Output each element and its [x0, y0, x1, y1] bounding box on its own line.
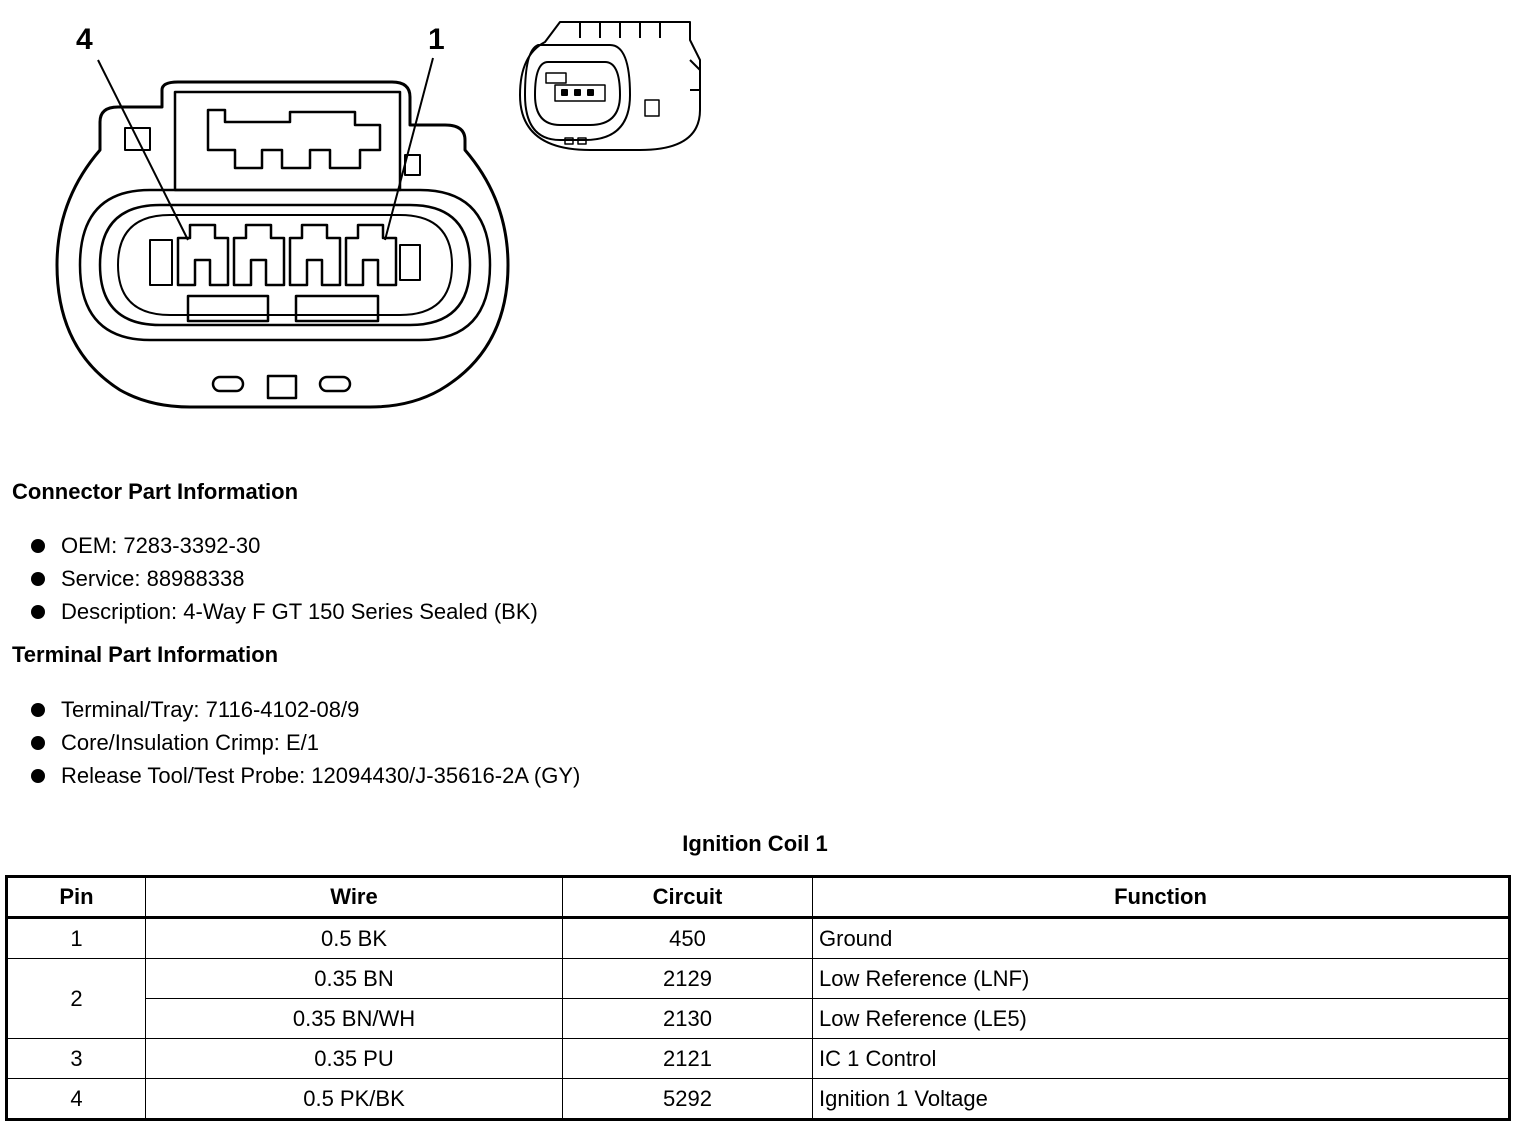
cell-function: Low Reference (LNF): [813, 959, 1510, 999]
cell-pin: 1: [7, 918, 146, 959]
cell-function: IC 1 Control: [813, 1039, 1510, 1079]
connector-part-info-title: Connector Part Information: [12, 479, 299, 504]
table-row: [7, 918, 1510, 959]
bullet-icon: [31, 736, 45, 750]
bullet-icon: [31, 605, 45, 619]
connector-diagram: [0, 0, 760, 440]
table-row: [7, 1039, 1510, 1079]
header-circuit: Circuit: [563, 877, 813, 918]
bullet-icon: [31, 572, 45, 586]
table-row: [7, 1079, 1510, 1120]
terminal-cavity-2: [290, 225, 340, 285]
terminal-part-info-title: Terminal Part Information: [12, 642, 279, 667]
cell-wire: 0.35 PU: [146, 1039, 563, 1079]
cell-circuit: 2130: [563, 999, 813, 1039]
cell-wire: 0.5 PK/BK: [146, 1079, 563, 1120]
table-row: [7, 959, 1510, 999]
pin-label-1: 1: [428, 23, 445, 56]
cell-function: Ground: [813, 918, 1510, 959]
list-item: Terminal/Tray: 7116-4102-08/9: [28, 697, 580, 730]
connector-bottom-slot-left: [213, 377, 243, 391]
header-wire: Wire: [146, 877, 563, 918]
cell-function: Low Reference (LE5): [813, 999, 1510, 1039]
pin-label-4: 4: [76, 23, 93, 56]
table-header-row: [7, 877, 1510, 918]
list-item: Release Tool/Test Probe: 12094430/J-35616-2A (GY): [28, 763, 580, 796]
cell-wire: 0.35 BN/WH: [146, 999, 563, 1039]
connector-3d-illustration: [520, 22, 700, 150]
header-pin: Pin: [7, 877, 146, 918]
connector-bottom-slot-right: [320, 377, 350, 391]
bullet-icon: [31, 769, 45, 783]
connector-bottom-key: [268, 376, 296, 398]
list-item: Core/Insulation Crimp: E/1: [28, 730, 580, 763]
cell-pin: 3: [7, 1039, 146, 1079]
cell-function: Ignition 1 Voltage: [813, 1079, 1510, 1120]
terminal-cavity-3: [234, 225, 284, 285]
cell-wire: 0.35 BN: [146, 959, 563, 999]
cell-pin: 2: [7, 959, 146, 1039]
cell-circuit: 5292: [563, 1079, 813, 1120]
cell-wire: 0.5 BK: [146, 918, 563, 959]
connector-latch: [208, 110, 380, 168]
table-row: [7, 999, 1510, 1039]
cell-circuit: 450: [563, 918, 813, 959]
bullet-icon: [31, 539, 45, 553]
list-item: Description: 4-Way F GT 150 Series Sealed (BK): [28, 599, 538, 632]
terminal-cavity-1: [346, 225, 396, 285]
pin-table-title: Ignition Coil 1: [682, 831, 828, 856]
cell-circuit: 2121: [563, 1039, 813, 1079]
leader-line-pin-1: [385, 58, 433, 240]
header-function: Function: [813, 877, 1510, 918]
list-item: Service: 88988338: [28, 566, 538, 599]
connector-part-info-list: [28, 533, 538, 632]
cell-circuit: 2129: [563, 959, 813, 999]
list-item: OEM: 7283-3392-30: [28, 533, 538, 566]
terminal-part-info-list: [28, 697, 580, 796]
bullet-icon: [31, 703, 45, 717]
pin-table: [5, 875, 1511, 1121]
cell-pin: 4: [7, 1079, 146, 1120]
